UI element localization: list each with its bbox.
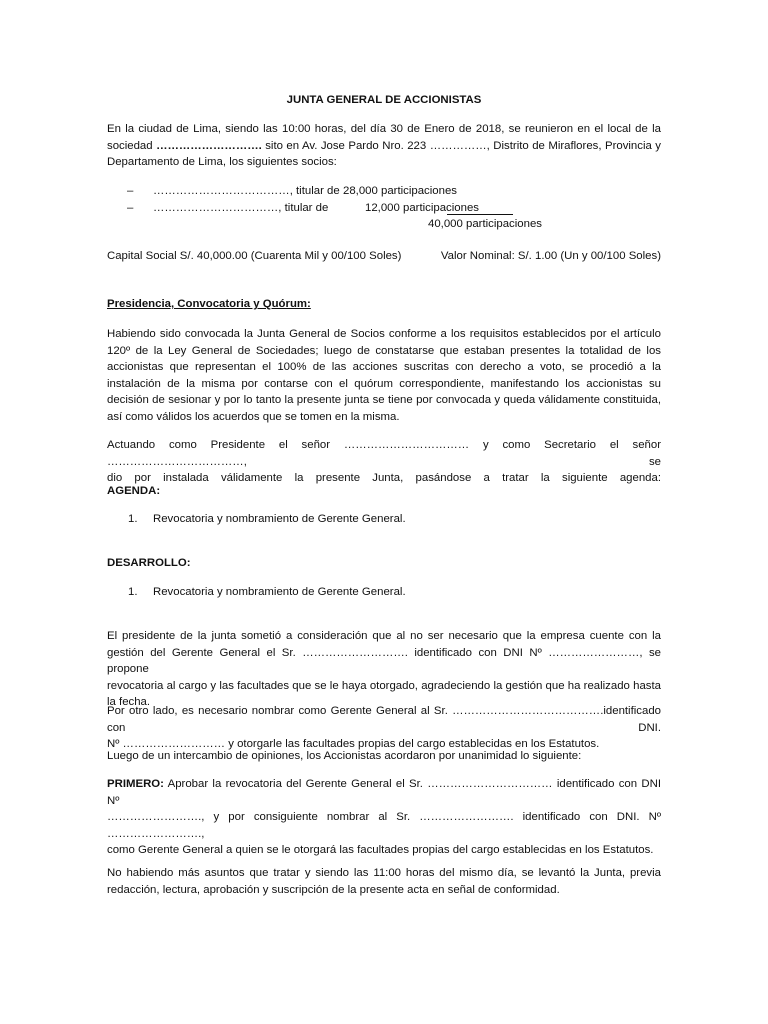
paragraph-line: la fecha.: [107, 696, 151, 708]
paragraph-line: El presidente de la junta sometió a consideración que al no ser necesario que la empresa cuente con la: [107, 630, 661, 642]
intro-line-1: En la ciudad de Lima, siendo las 10:00 horas, del día 30 de Enero de 2018, se reunieron en el local de la: [107, 123, 661, 135]
capital-social: Capital Social S/. 40,000.00 (Cuarenta Mil y 00/100 Soles): [107, 250, 402, 262]
presidency-heading: Presidencia, Convocatoria y Quórum:: [107, 298, 311, 310]
total-underline: [447, 214, 513, 215]
paragraph-line: Nº ……………………… y otorgarle las facultades propias del cargo establecidas en los Estatutos.: [107, 738, 600, 750]
total-shares: 40,000 participaciones: [428, 218, 542, 230]
resolution-line-1-text: Aprobar la revocatoria del Gerente General el Sr. …………………………… identificado con DNI Nº: [107, 778, 661, 807]
resolution-line-1: [107, 776, 661, 809]
officers-line-1: Actuando como Presidente el señor …………………………… y como Secretario el señor ………………………………, se: [107, 439, 661, 468]
development-item-text: Revocatoria y nombramiento de Gerente General.: [153, 586, 406, 598]
agenda-heading: AGENDA:: [107, 485, 161, 497]
intro-line-3: Departamento de Lima, los siguientes socios:: [107, 156, 337, 168]
paragraph-line: No habiendo más asuntos que tratar y siendo las 11:00 horas del mismo día, se levantó la Junta, previa: [107, 867, 661, 879]
development-item-number: 1.: [128, 586, 138, 598]
intro-line-2-pre: sociedad: [107, 139, 157, 152]
paragraph-line: como Gerente General a quien se le otorgará las facultades propias del cargo establecidas en los Estatutos.: [107, 844, 654, 856]
paragraph-line: revocatoria al cargo y las facultades que se le haya otorgado, agradeciendo la gestión que ha realizado hasta: [107, 679, 661, 692]
development-paragraph-1: [107, 628, 661, 711]
paragraph-line: redacción, lectura, aprobación y suscripción de la presente acta en señal de conformidad.: [107, 883, 560, 896]
partner-dash: –: [127, 202, 134, 214]
officers-line-2: dio por instalada válidamente la presente Junta, pasándose a tratar la siguiente agenda:: [107, 472, 661, 484]
partner-row-2: [107, 200, 661, 217]
company-name-blank: ……………………….: [156, 139, 262, 152]
intro-paragraph: [107, 121, 661, 171]
paragraph-line: Por otro lado, es necesario nombrar como Gerente General al Sr. ………………………………….identificado con DNI.: [107, 705, 661, 734]
agenda-item-number: 1.: [128, 513, 138, 525]
closing-paragraph: [107, 865, 661, 898]
partner-name: ………………………………, titular de: [153, 185, 340, 197]
resolution-paragraph: [107, 776, 661, 859]
nominal-value: Valor Nominal: S/. 1.00 (Un y 00/100 Soles): [440, 250, 661, 262]
partner-shares: 28,000 participaciones: [343, 185, 457, 197]
document-title: JUNTA GENERAL DE ACCIONISTAS: [286, 94, 482, 106]
partner-dash: –: [127, 185, 134, 197]
resolution-label: PRIMERO:: [107, 778, 164, 790]
development-item: [128, 584, 406, 601]
paragraph-line: gestión del Gerente General el Sr. ………………………. identificado con DNI Nº ……………………, se propone: [107, 646, 661, 675]
partner-name: ……………………………, titular de: [153, 202, 329, 214]
partner-shares: 12,000 participaciones: [365, 202, 479, 214]
development-paragraph-3: Luego de un intercambio de opiniones, los Accionistas acordaron por unanimidad lo siguiente:: [107, 750, 582, 762]
agenda-item: [128, 511, 406, 528]
officers-paragraph: [107, 437, 661, 487]
paragraph-line: ……………………., y por consiguiente nombrar al Sr. ……………………. identificado con DNI. Nº …………………….,: [107, 811, 661, 840]
partner-row-1: [107, 183, 661, 200]
intro-line-2-post: sito en Av. Jose Pardo Nro. 223 ……………, Distrito de Miraflores, Provincia y: [261, 139, 661, 152]
presidency-paragraph: Habiendo sido convocada la Junta General de Socios conforme a los requisitos establecidos por el artículo 120º de la Ley General de Sociedades; luego de constatarse que estaban presentes la totalidad de los accionistas que representan el 100% de las acciones suscritas con derecho a voto, se procedió a la instalación de la misma por contarse con el quórum correspondiente, manifestando los accionistas su decisión de sesionar y por lo tanto la presente junta se tiene por convocada y queda válidamente constituida, así como válidos los acuerdos que se tomen en la misma.: [107, 328, 661, 423]
development-paragraph-2: [107, 703, 661, 753]
document-page: [107, 0, 661, 1024]
development-heading: DESARROLLO:: [107, 557, 191, 569]
intro-line-2: [107, 138, 661, 155]
agenda-item-text: Revocatoria y nombramiento de Gerente General.: [153, 513, 406, 525]
